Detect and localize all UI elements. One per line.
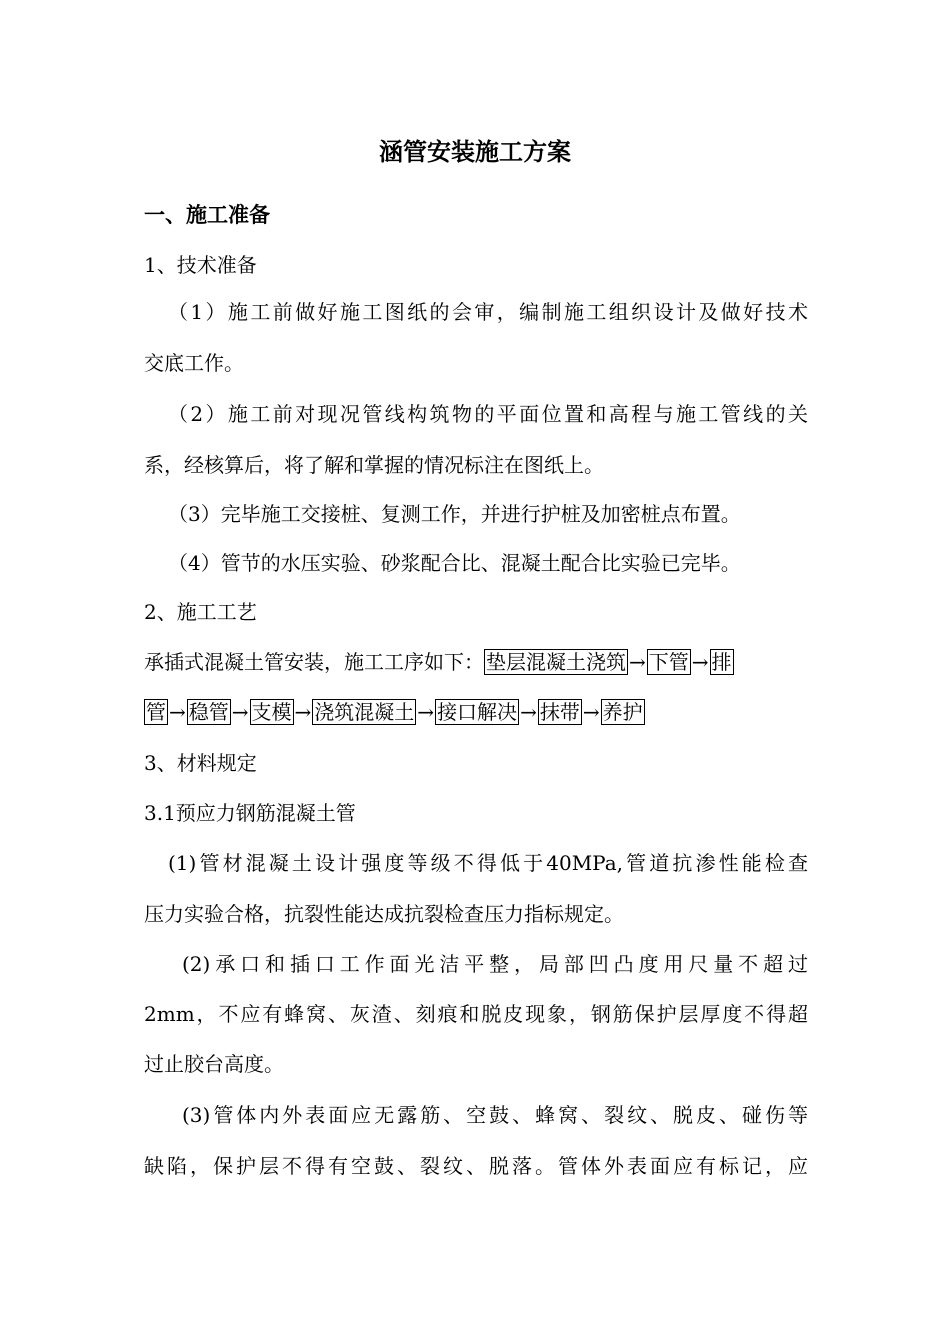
process-step-pour-concrete: 浇筑混凝土 [314, 700, 415, 724]
paragraph-1-line-2: 交底工作。 [144, 351, 244, 375]
process-step-curing: 养护 [602, 700, 643, 724]
arrow-icon: → [629, 650, 646, 674]
process-step-stabilize-pipe: 稳管 [188, 700, 229, 724]
process-step-band: 抹带 [539, 700, 580, 724]
arrow-icon: → [294, 700, 312, 724]
subheading-construction-process: 2、施工工艺 [144, 600, 257, 624]
material-paragraph-2-line-2: 2mm，不应有蜂窝、灰渣、刻痕和脱皮现象，钢筋保护层厚度不得超 [144, 1002, 808, 1026]
material-paragraph-2-line-3: 过止胶台高度。 [144, 1052, 284, 1076]
document-title: 涵管安装施工方案 [379, 137, 571, 166]
material-paragraph-1-line-1: (1)管材混凝土设计强度等级不得低于40MPa,管道抗渗性能检查 [168, 851, 808, 875]
process-step-arrange-pipe-part1: 排 [711, 650, 732, 674]
paragraph-3: （3）完毕施工交接桩、复测工作，并进行护桩及加密桩点布置。 [168, 502, 741, 526]
subheading-technical-preparation: 1、技术准备 [144, 253, 257, 277]
process-flow-line-1 [144, 648, 808, 676]
material-paragraph-3-line-2: 缺陷，保护层不得有空鼓、裂纹、脱落。管体外表面应有标记，应 [144, 1154, 808, 1178]
arrow-icon: → [582, 700, 600, 724]
material-paragraph-2-line-1: (2)承口和插口工作面光洁平整，局部凹凸度用尺量不超过 [182, 952, 808, 976]
arrow-icon: → [520, 700, 537, 724]
paragraph-2-line-2: 系，经核算后，将了解和掌握的情况标注在图纸上。 [144, 453, 604, 477]
process-step-arrange-pipe-part2: 管 [146, 700, 166, 724]
process-intro: 承插式混凝土管安装，施工工序如下： [144, 650, 484, 674]
arrow-icon: → [691, 650, 709, 674]
arrow-icon: → [169, 700, 186, 724]
arrow-icon: → [231, 700, 249, 724]
subheading-prestressed-pipe: 3.1预应力钢筋混凝土管 [144, 801, 356, 825]
process-step-formwork: 支模 [251, 700, 292, 724]
subheading-material-requirements: 3、材料规定 [144, 751, 257, 775]
process-step-lower-pipe: 下管 [648, 650, 689, 674]
section-heading-preparation: 一、施工准备 [144, 202, 270, 227]
paragraph-4: （4）管节的水压实验、砂浆配合比、混凝土配合比实验已完毕。 [168, 551, 741, 575]
process-flow-line-2 [144, 698, 808, 726]
process-step-joint: 接口解决 [437, 700, 518, 724]
arrow-icon: → [417, 700, 435, 724]
paragraph-2-line-1: （2）施工前对现况管线构筑物的平面位置和高程与施工管线的关 [168, 402, 808, 426]
material-paragraph-1-line-2: 压力实验合格，抗裂性能达成抗裂检查压力指标规定。 [144, 902, 624, 926]
process-step-cushion-concrete: 垫层混凝土浇筑 [486, 650, 626, 674]
paragraph-1-line-1: （1）施工前做好施工图纸的会审，编制施工组织设计及做好技术 [168, 300, 808, 324]
material-paragraph-3-line-1: (3)管体内外表面应无露筋、空鼓、蜂窝、裂纹、脱皮、碰伤等 [182, 1103, 808, 1127]
